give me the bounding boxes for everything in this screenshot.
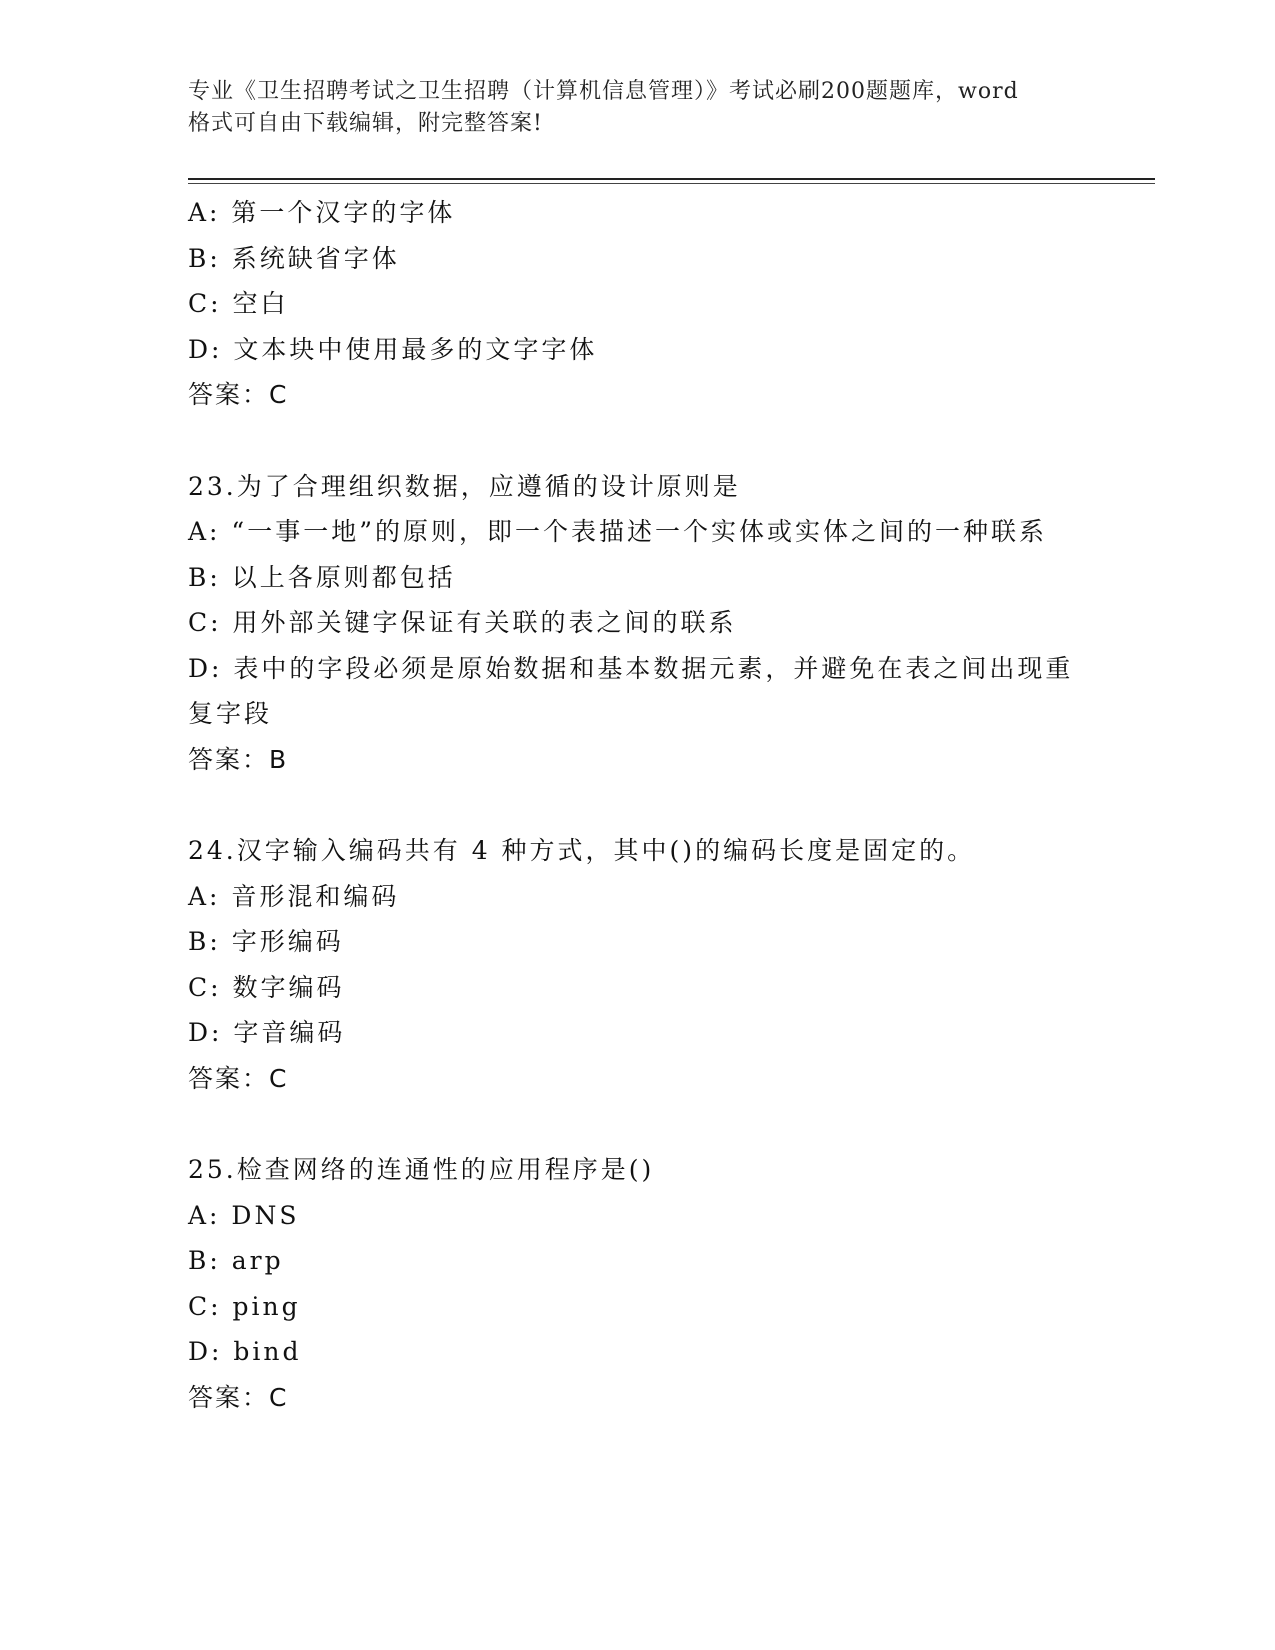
- question-25: [188, 1147, 1088, 1420]
- question-text: 25.检查网络的连通性的应用程序是(): [188, 1155, 655, 1184]
- spacer: [188, 418, 1088, 464]
- header-divider-thin: [188, 183, 1155, 184]
- option-b: B: 字形编码: [188, 927, 344, 956]
- question-22-continuation: [188, 190, 1088, 418]
- question-text: 23.为了合理组织数据，应遵循的设计原则是: [188, 471, 741, 501]
- option-b: B: 系统缺省字体: [188, 243, 400, 273]
- option-c: C: 数字编码: [188, 972, 345, 1002]
- answer-line: 答案：B: [188, 744, 289, 774]
- question-list: [188, 190, 1088, 1420]
- question-23: [188, 464, 1088, 783]
- option-a: A: “一事一地”的原则，即一个表描述一个实体或实体之间的一种联系: [188, 517, 1047, 546]
- header-line-2: 格式可自由下载编辑，附完整答案!: [188, 111, 543, 136]
- answer-line: 答案：C: [188, 1382, 289, 1412]
- option-a: A: 音形混和编码: [188, 881, 400, 911]
- option-c: C: ping: [188, 1291, 301, 1321]
- header-divider-thick: [188, 178, 1155, 180]
- option-d: D: 文本块中使用最多的文字字体: [188, 334, 598, 364]
- spacer: [188, 1101, 1088, 1147]
- option-d: D: 字音编码: [188, 1018, 346, 1047]
- question-text: 24.汉字输入编码共有 4 种方式，其中()的编码长度是固定的。: [188, 836, 976, 865]
- option-a: A: DNS: [188, 1200, 300, 1230]
- option-c: C: 用外部关键字保证有关联的表之间的联系: [188, 608, 737, 637]
- option-b: B: arp: [188, 1246, 284, 1275]
- option-a: A: 第一个汉字的字体: [188, 198, 456, 227]
- header-line-1: 专业《卫生招聘考试之卫生招聘（计算机信息管理）》考试必刷200题题库，word: [188, 79, 1019, 104]
- answer-line: 答案：C: [188, 1063, 289, 1093]
- answer-line: 答案：C: [188, 380, 289, 409]
- option-c: C: 空白: [188, 289, 289, 318]
- spacer: [188, 782, 1088, 828]
- option-d: D: bind: [188, 1337, 302, 1366]
- option-b: B: 以上各原则都包括: [188, 562, 456, 592]
- document-header: [188, 76, 1088, 140]
- option-d: D: 表中的字段必须是原始数据和基本数据元素，并避免在表之间出现重复字段: [188, 653, 1074, 728]
- question-24: [188, 828, 1088, 1101]
